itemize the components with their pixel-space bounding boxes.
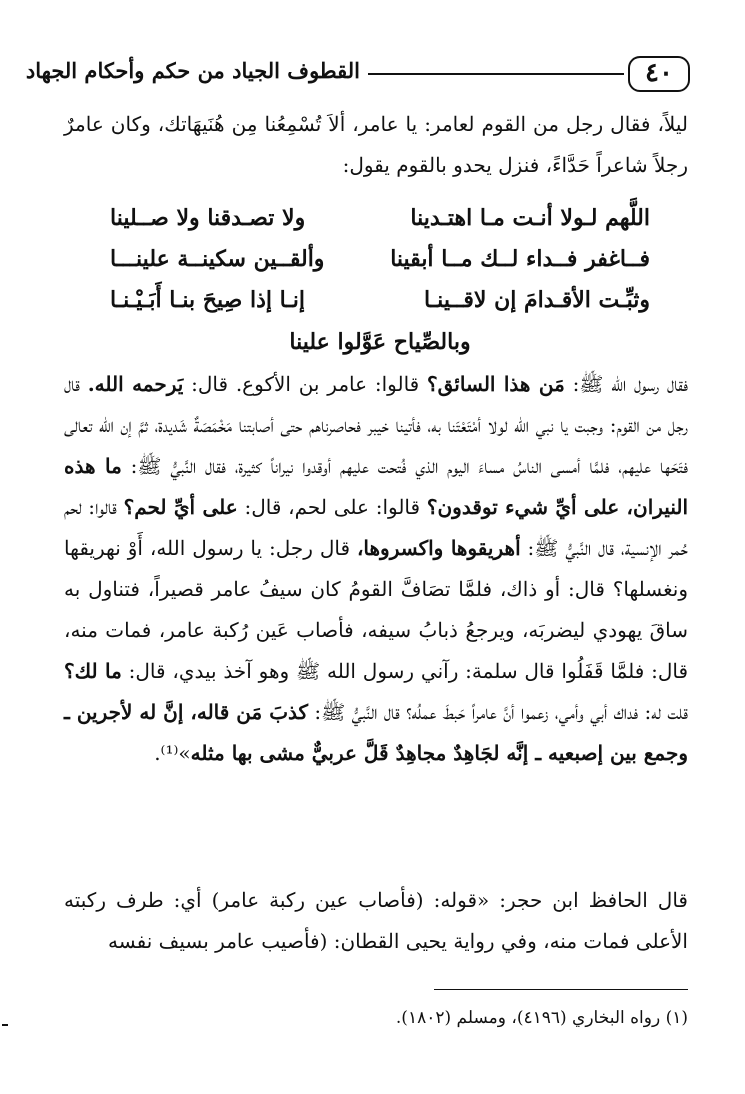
bold-quote-segment: أهريقوها واكسروها، xyxy=(356,536,521,560)
poem-verse xyxy=(110,239,650,280)
verse-first-half: اللَّهم لـولا أنـت مـا اهتـدينا xyxy=(410,205,650,231)
verse-second-half: إنـا إذا صِيحَ بنـا أَبَـيْـنـا xyxy=(110,287,306,313)
paragraph-hadith xyxy=(64,364,688,774)
text-segment: قالوا: عامر بن الأكوع. قال: xyxy=(183,372,428,396)
poem-verse xyxy=(110,280,650,321)
text-segment: قال رجل من القوم: وجبت يا نبي الله لولا أمْتَعْتَنا به، فأتينا خيبر فحاصرناهم حتى أصابتنا مَخْمَصَةٌ شَديدة، ثمَّ إن الله تعالى فتَحَها عليهم، فلمَّا أمسى الناسُ مساءَ اليوم الذي فُتحت عليهم أوقدوا نيراناً كثيرة، فقال النَّبيُّ ﷺ: xyxy=(64,372,689,478)
poem-last-line: وبالصِّياح عَوَّلوا علينا xyxy=(289,329,471,355)
book-title: القطوف الجياد من حكم وأحكام الجهاد xyxy=(25,58,360,83)
bold-quote-segment: ما لك؟ xyxy=(64,659,122,683)
text-segment: قالوا: على لحم، قال: xyxy=(237,495,427,519)
bold-quote-segment: على أيِّ لحم؟ xyxy=(123,495,238,519)
verse-first-half: وثبِّـت الأقـدامَ إن لاقــينـا xyxy=(424,287,650,313)
text-segment: فقال رسول الله ﷺ: xyxy=(564,372,688,396)
verse-first-half: فــاغفر فــداء لــك مــا أبقينا xyxy=(390,246,650,272)
bold-quote-segment: مَن هذا السائق؟ xyxy=(427,372,565,396)
page-number: ٤٠ xyxy=(628,56,690,92)
poem xyxy=(110,198,650,321)
footnote: (١) رواه البخاري (٤١٩٦)، ومسلم (١٨٠٢). xyxy=(395,1008,688,1028)
text-segment: قال رجل: يا رسول الله، أَوْ نهريقها ونغسلها؟ قال: أو ذاك، فلمَّا تصَافَّ القومُ كان سيفُ عامر قصيراً، فتناول به ساقَ يهودي ليضربَه، ويرجعُ ذبابُ سيفه، فأصاب عَين رُكبة عامر، فمات منه، قال: فلمَّا قَفَلُوا قال سلمة: رآني رسول الله ﷺ وهو آخذ بيدي، قال: xyxy=(64,536,689,683)
page-header xyxy=(25,52,690,96)
bold-quote-segment: كذبَ مَن قاله، إنَّ له لأجرين ـ وجمع بين إصبعيه ـ إنَّه لجَاهِدٌ مجاهِدٌ قَلَّ عربيٌّ مشى بها مثله xyxy=(64,700,688,765)
text-segment: قالوا: لحم حُمر الإنسية، قال النَّبيُّ ﷺ: xyxy=(64,495,688,560)
bold-quote-segment: ما هذه النيران، على أيِّ شيء توقدون؟ xyxy=(64,454,689,519)
bold-quote-segment: يَرحمه الله. xyxy=(87,372,184,396)
text-segment: قلت له: فداك أبي وأمي، زعموا أنَّ عامراً حَبطَ عملُه؟ قال النَّبيُّ ﷺ: xyxy=(308,700,688,724)
verse-second-half: وألقــين سكينــة علينـــا xyxy=(110,246,325,272)
poem-verse xyxy=(110,198,650,239)
text-segment: »⁽¹⁾. xyxy=(154,741,191,765)
footnote-rule xyxy=(434,989,688,990)
paragraph-commentary: قال الحافظ ابن حجر: «قوله: (فأصاب عين ركبة عامر) أي: طرف ركبته الأعلى فمات منه، وفي رواية يحيى القطان: (فأصيب عامر بسيف نفسه xyxy=(64,888,688,953)
margin-mark xyxy=(2,1024,8,1026)
header-rule xyxy=(368,73,624,75)
paragraph-intro: ليلاً، فقال رجل من القوم لعامر: يا عامر، ألاَ تُسْمِعُنا مِن هُنَيهَاتك، وكان عامرٌ رجلاً شاعراً حَدَّاءً، فنزل يحدو بالقوم يقول: xyxy=(64,112,688,177)
verse-second-half: ولا تصـدقنا ولا صــلينا xyxy=(110,205,306,231)
